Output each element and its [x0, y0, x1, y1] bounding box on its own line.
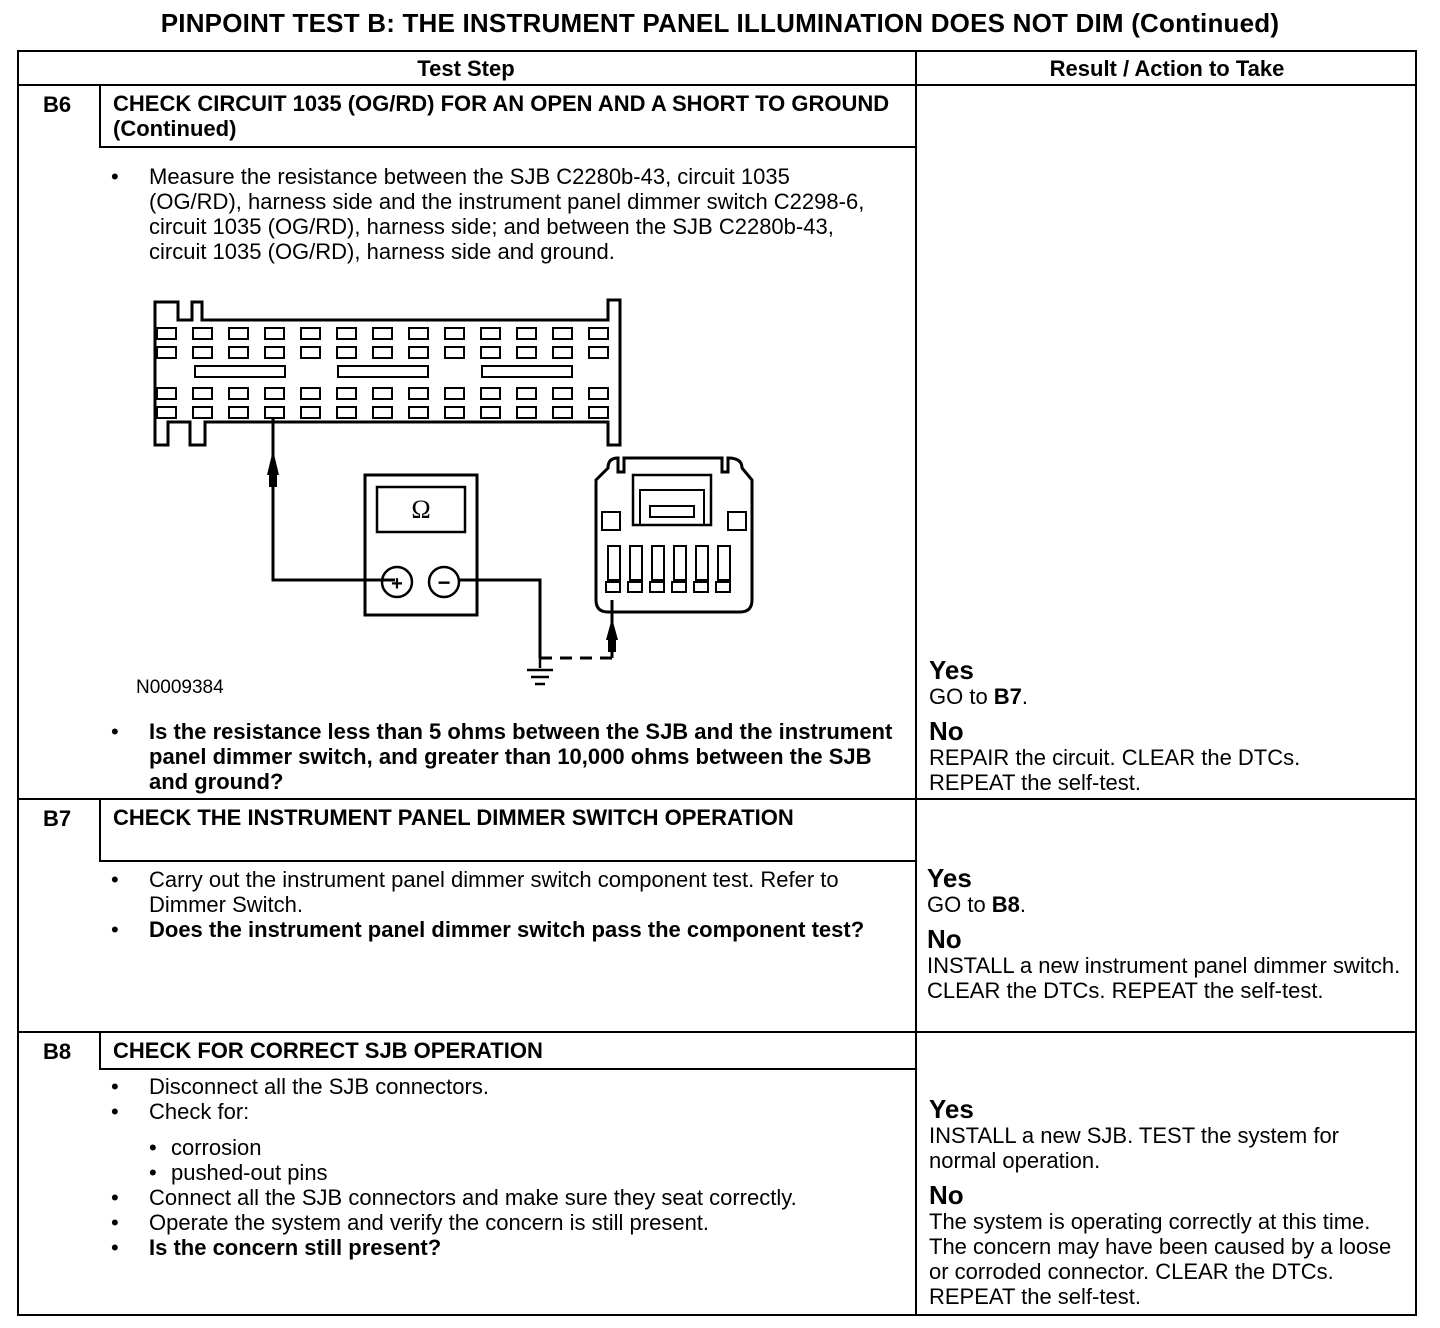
b7-yes-label: Yes — [927, 863, 972, 893]
b8-bullet-2-text: Check for: — [149, 1099, 250, 1124]
sjb-pin — [229, 407, 248, 418]
sjb-pin — [265, 328, 284, 339]
b8-bullet-3-text: Connect all the SJB connectors and make sure they seat correctly. — [149, 1185, 797, 1210]
sjb-pin — [229, 347, 248, 358]
b8-bullets: • Disconnect all the SJB connectors. • Check for: • corrosion • pushed-out pins • Connect all the SJB connectors and make sure they seat correctly. • Operate the system and verify the concern is still present. • Is the concern still present? — [111, 1074, 797, 1260]
b7-no-label: No — [927, 924, 962, 954]
sjb-pin — [193, 328, 212, 339]
sjb-pin — [229, 328, 248, 339]
b8-yes-text: INSTALL a new SJB. TEST the system for normal operation. — [929, 1123, 1340, 1173]
b8-id-divider — [99, 1032, 101, 1070]
step-id-b8: B8 — [42, 1039, 72, 1064]
sjb-pin — [157, 407, 176, 418]
sjb-connector-outline — [155, 300, 620, 445]
b6-yes-ref[interactable]: B7 — [993, 684, 1022, 709]
sjb-pin — [445, 388, 464, 399]
sjb-pin — [193, 407, 212, 418]
b8-bullet-4-text: Operate the system and verify the concern is still present. — [149, 1210, 710, 1235]
sjb-pin — [445, 328, 464, 339]
b8-sub-bullet-2: pushed-out pins — [171, 1160, 328, 1185]
plus-terminal-label: + — [391, 573, 403, 595]
sjb-pin — [229, 388, 248, 399]
b6-yes-label: Yes — [929, 655, 974, 685]
step-title-b6: CHECK CIRCUIT 1035 (OG/RD) FOR AN OPEN AND A SHORT TO GROUND (Continued) — [113, 91, 890, 141]
b7-no-text: INSTALL a new instrument panel dimmer switch. CLEAR the DTCs. REPEAT the self-test. — [927, 953, 1401, 1003]
b6-bullet-1-text: Measure the resistance between the SJB C2280b-43, circuit 1035 (OG/RD), harness side and the instrument panel dimmer switch C2298-6, circuit 1035 (OG/RD), harness side; and between the SJB C2280b-43, circuit 1035 (OG/RD), harness side and ground. — [149, 164, 865, 264]
sjb-pin — [589, 347, 608, 358]
connector-latch-2 — [338, 366, 428, 377]
header-result: Result / Action to Take — [1049, 56, 1285, 81]
sjb-pin — [409, 328, 428, 339]
b6-title-divider — [99, 146, 917, 148]
b6-result — [929, 656, 1379, 795]
sjb-pin — [193, 347, 212, 358]
b7-title-divider — [99, 860, 917, 862]
ohm-symbol: Ω — [411, 495, 431, 524]
sjb-pin — [157, 328, 176, 339]
column-divider — [915, 50, 917, 1316]
b6-yes-text: GO to B7. — [929, 684, 1029, 709]
sjb-pin — [265, 407, 284, 418]
b6-bullet-2: • Is the resistance less than 5 ohms between the SJB and the instrument panel dimmer switch, and greater than 10,000 ohms between the SJB and ground? — [111, 719, 893, 794]
sjb-pin — [445, 347, 464, 358]
b6-bullet-1: • Measure the resistance between the SJB C2280b-43, circuit 1035 (OG/RD), harness side and the instrument panel dimmer switch C2298-6, circuit 1035 (OG/RD), harness side; and between the SJB C2280b-43, circuit 1035 (OG/RD), harness side and ground. — [111, 164, 865, 264]
b8-sub-bullet-1: corrosion — [171, 1135, 262, 1160]
b7-yes-ref[interactable]: B8 — [991, 892, 1020, 917]
sjb-pin — [409, 347, 428, 358]
b8-no-text: The system is operating correctly at this time. The concern may have been caused by a loose or corroded connector. CLEAR the DTCs. REPEAT the self-test. — [929, 1209, 1392, 1309]
b8-bullet-1-text: Disconnect all the SJB connectors. — [149, 1074, 489, 1099]
b6-bottom-divider — [17, 798, 1417, 800]
b7-bullet-2-text: Does the instrument panel dimmer switch pass the component test? — [149, 917, 865, 942]
sjb-pin — [589, 328, 608, 339]
b8-title-divider — [99, 1068, 917, 1070]
b7-bullets: • Carry out the instrument panel dimmer switch component test. Refer to Dimmer Switch. • Does the instrument panel dimmer switch pass the component test? — [111, 867, 865, 942]
b7-result — [927, 864, 1415, 1003]
sjb-pin — [373, 407, 392, 418]
sjb-pin — [553, 388, 572, 399]
sjb-pin — [517, 407, 536, 418]
minus-terminal-label: − — [437, 570, 451, 595]
sjb-pin — [265, 388, 284, 399]
b8-no-label: No — [929, 1180, 964, 1210]
sjb-connector-pins — [157, 328, 608, 418]
sjb-pin — [481, 407, 500, 418]
sjb-pin — [337, 328, 356, 339]
connector-latch-3 — [482, 366, 572, 377]
sjb-pin — [517, 388, 536, 399]
sjb-pin — [337, 388, 356, 399]
sjb-pin — [301, 407, 320, 418]
sjb-pin — [265, 347, 284, 358]
header-test-step: Test Step — [417, 56, 515, 81]
sjb-pin — [553, 347, 572, 358]
sjb-pin — [409, 407, 428, 418]
sjb-pin — [157, 388, 176, 399]
sjb-pin — [373, 328, 392, 339]
negative-test-lead — [458, 580, 540, 658]
b8-result — [929, 1095, 1409, 1309]
resistance-measurement-diagram — [130, 290, 770, 710]
step-title-b8: CHECK FOR CORRECT SJB OPERATION — [113, 1038, 543, 1063]
b7-bullet-1-text: Carry out the instrument panel dimmer switch component test. Refer to Dimmer Switch. — [149, 867, 839, 917]
step-id-b7: B7 — [42, 806, 72, 831]
header-divider — [17, 84, 1417, 86]
sjb-pin — [301, 388, 320, 399]
sjb-pin — [553, 407, 572, 418]
b6-id-divider — [99, 85, 101, 148]
b6-no-text: REPAIR the circuit. CLEAR the DTCs. REPEAT the self-test. — [929, 745, 1301, 795]
sjb-pin — [301, 347, 320, 358]
sjb-pin — [301, 328, 320, 339]
step-id-b6: B6 — [42, 92, 72, 117]
b8-yes-label: Yes — [929, 1094, 974, 1124]
sjb-pin — [517, 328, 536, 339]
b7-id-divider — [99, 799, 101, 862]
sjb-probe-tip — [267, 450, 279, 475]
sjb-pin — [373, 347, 392, 358]
b8-bullet-5-text: Is the concern still present? — [149, 1235, 442, 1260]
ground-symbol — [527, 658, 553, 684]
page-title: PINPOINT TEST B: THE INSTRUMENT PANEL ILLUMINATION DOES NOT DIM (Continued) — [160, 8, 1280, 38]
sjb-pin — [553, 328, 572, 339]
b7-bottom-divider — [17, 1031, 1417, 1033]
sjb-pin — [337, 347, 356, 358]
sjb-pin — [589, 407, 608, 418]
connector-latch-1 — [195, 366, 285, 377]
b6-no-label: No — [929, 716, 964, 746]
figure-id: N0009384 — [136, 677, 224, 698]
sjb-pin — [481, 347, 500, 358]
sjb-pin — [517, 347, 536, 358]
dimmer-probe-tip — [606, 618, 618, 640]
sjb-pin — [481, 388, 500, 399]
sjb-pin — [157, 347, 176, 358]
sjb-pin — [481, 328, 500, 339]
sjb-pin — [409, 388, 428, 399]
sjb-pin — [373, 388, 392, 399]
b7-yes-text: GO to B8. — [927, 892, 1027, 917]
sjb-pin — [337, 407, 356, 418]
sjb-pin — [445, 407, 464, 418]
step-title-b7: CHECK THE INSTRUMENT PANEL DIMMER SWITCH OPERATION — [113, 805, 794, 830]
sjb-pin — [193, 388, 212, 399]
b6-bullet-2-text: Is the resistance less than 5 ohms between the SJB and the instrument panel dimmer switch, and greater than 10,000 ohms between the SJB and ground? — [149, 719, 893, 794]
sjb-pin — [589, 388, 608, 399]
